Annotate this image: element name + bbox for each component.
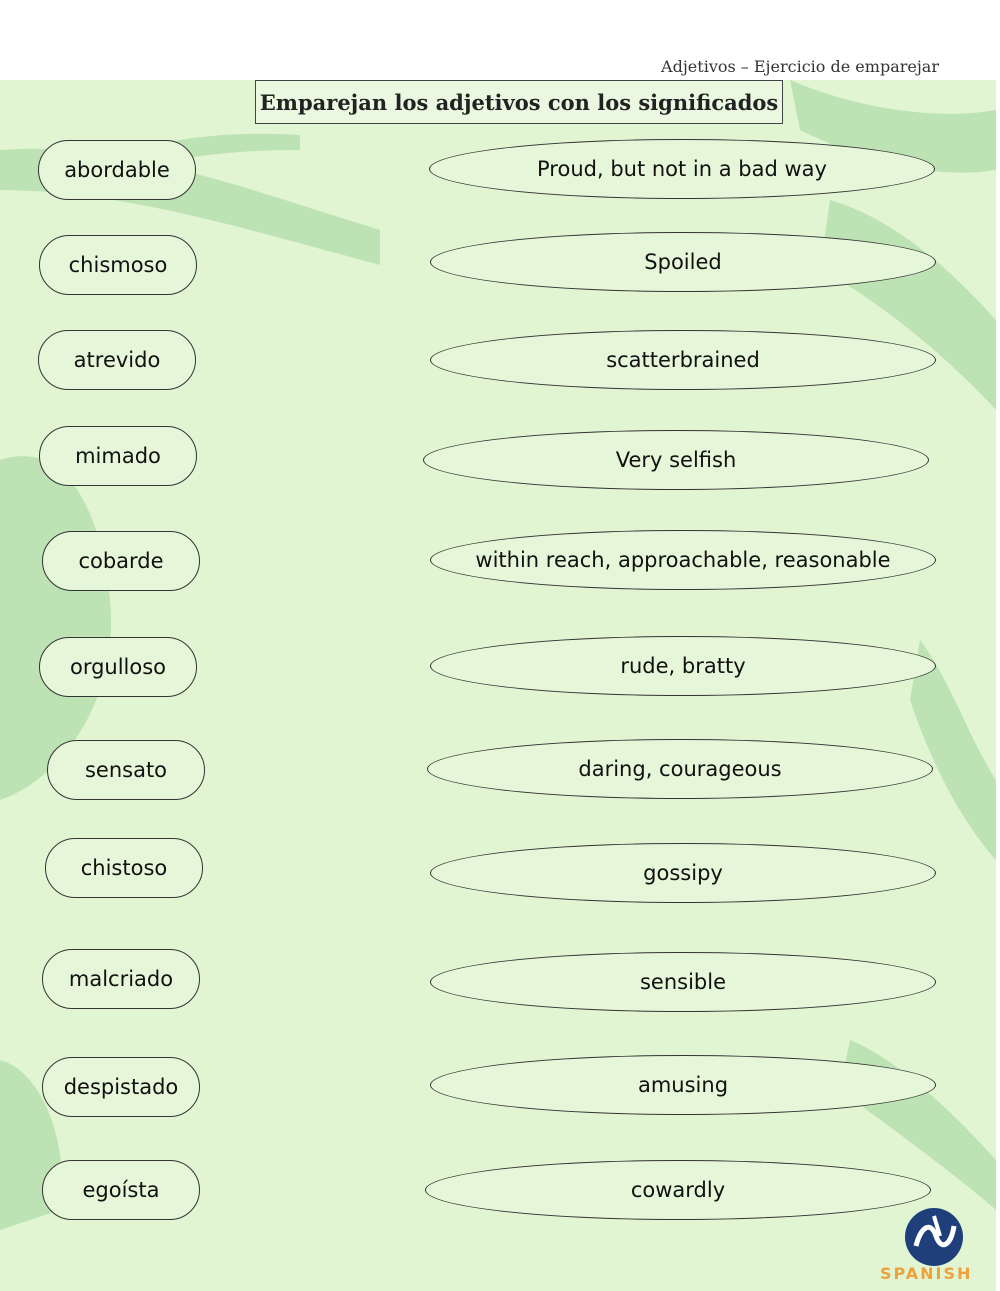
meaning-card[interactable]: within reach, approachable, reasonable [430,530,936,590]
word-card[interactable]: malcriado [42,949,200,1009]
word-card[interactable]: mimado [39,426,197,486]
word-card[interactable]: abordable [38,140,196,200]
word-card[interactable]: chistoso [45,838,203,898]
page-title: Emparejan los adjetivos con los significados [255,80,783,124]
word-card[interactable]: chismoso [39,235,197,295]
word-card[interactable]: sensato [47,740,205,800]
word-card[interactable]: atrevido [38,330,196,390]
word-card[interactable]: egoísta [42,1160,200,1220]
word-card[interactable]: despistado [42,1057,200,1117]
meaning-card[interactable]: Very selfish [423,430,929,490]
meaning-card[interactable]: gossipy [430,843,936,903]
word-card[interactable]: orgulloso [39,637,197,697]
logo-text: SPANISH [880,1264,973,1283]
header-text: Adjetivos – Ejercicio de emparejar [661,57,939,76]
meaning-card[interactable]: amusing [430,1055,936,1115]
meaning-card[interactable]: daring, courageous [427,739,933,799]
meaning-card[interactable]: rude, bratty [430,636,936,696]
meaning-card[interactable]: scatterbrained [430,330,936,390]
meaning-card[interactable]: cowardly [425,1160,931,1220]
word-card[interactable]: cobarde [42,531,200,591]
meaning-card[interactable]: sensible [430,952,936,1012]
meaning-card[interactable]: Spoiled [430,232,936,292]
meaning-card[interactable]: Proud, but not in a bad way [429,139,935,199]
